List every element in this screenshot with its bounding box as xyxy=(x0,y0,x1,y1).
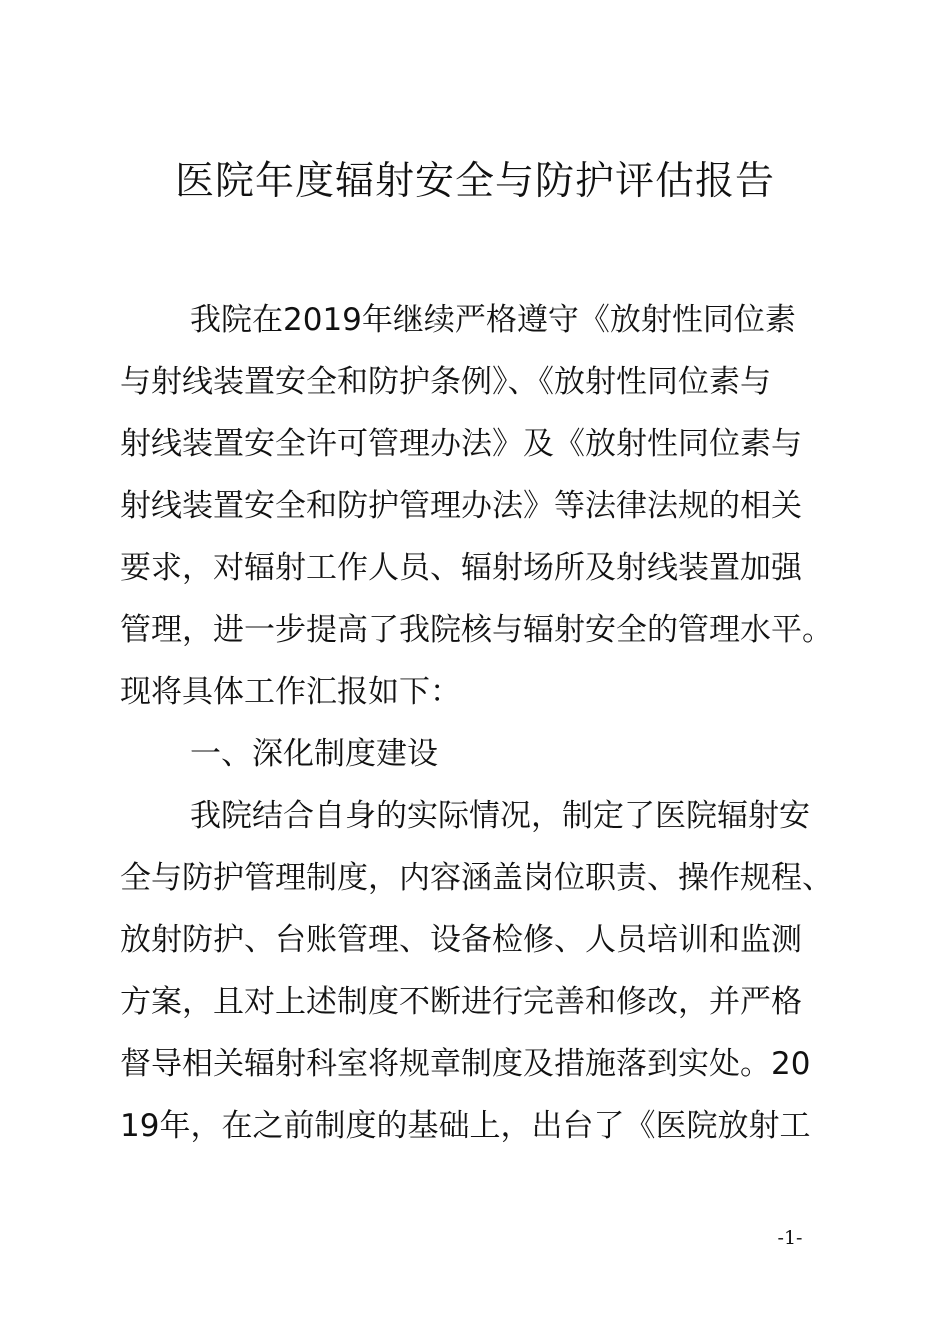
page-number: -1- xyxy=(777,1227,803,1249)
paragraph-line: 19年，在之前制度的基础上，出台了《医院放射工 xyxy=(120,1108,811,1144)
paragraph-line: 全与防护管理制度，内容涵盖岗位职责、操作规程、 xyxy=(120,860,833,896)
paragraph-line: 我院在2019年继续严格遵守《放射性同位素 xyxy=(190,302,796,338)
paragraph-line: 放射防护、台账管理、设备检修、人员培训和监测 xyxy=(120,922,802,958)
section-heading: 一、深化制度建设 xyxy=(190,736,438,772)
paragraph-line: 督导相关辐射科室将规章制度及措施落到实处。20 xyxy=(120,1046,811,1082)
document-title: 医院年度辐射安全与防护评估报告 xyxy=(174,159,775,204)
paragraph-line: 射线装置安全和防护管理办法》等法律法规的相关 xyxy=(120,488,802,524)
paragraph-line: 要求，对辐射工作人员、辐射场所及射线装置加强 xyxy=(120,550,802,586)
paragraph-line: 现将具体工作汇报如下： xyxy=(120,674,461,710)
paragraph-line: 射线装置安全许可管理办法》及《放射性同位素与 xyxy=(120,426,802,462)
paragraph-line: 管理，进一步提高了我院核与辐射安全的管理水平。 xyxy=(120,612,833,648)
paragraph-line: 我院结合自身的实际情况，制定了医院辐射安 xyxy=(190,798,810,834)
paragraph-line: 方案，且对上述制度不断进行完善和修改，并严格 xyxy=(120,984,802,1020)
paragraph-line: 与射线装置安全和防护条例》、《放射性同位素与 xyxy=(120,364,771,400)
